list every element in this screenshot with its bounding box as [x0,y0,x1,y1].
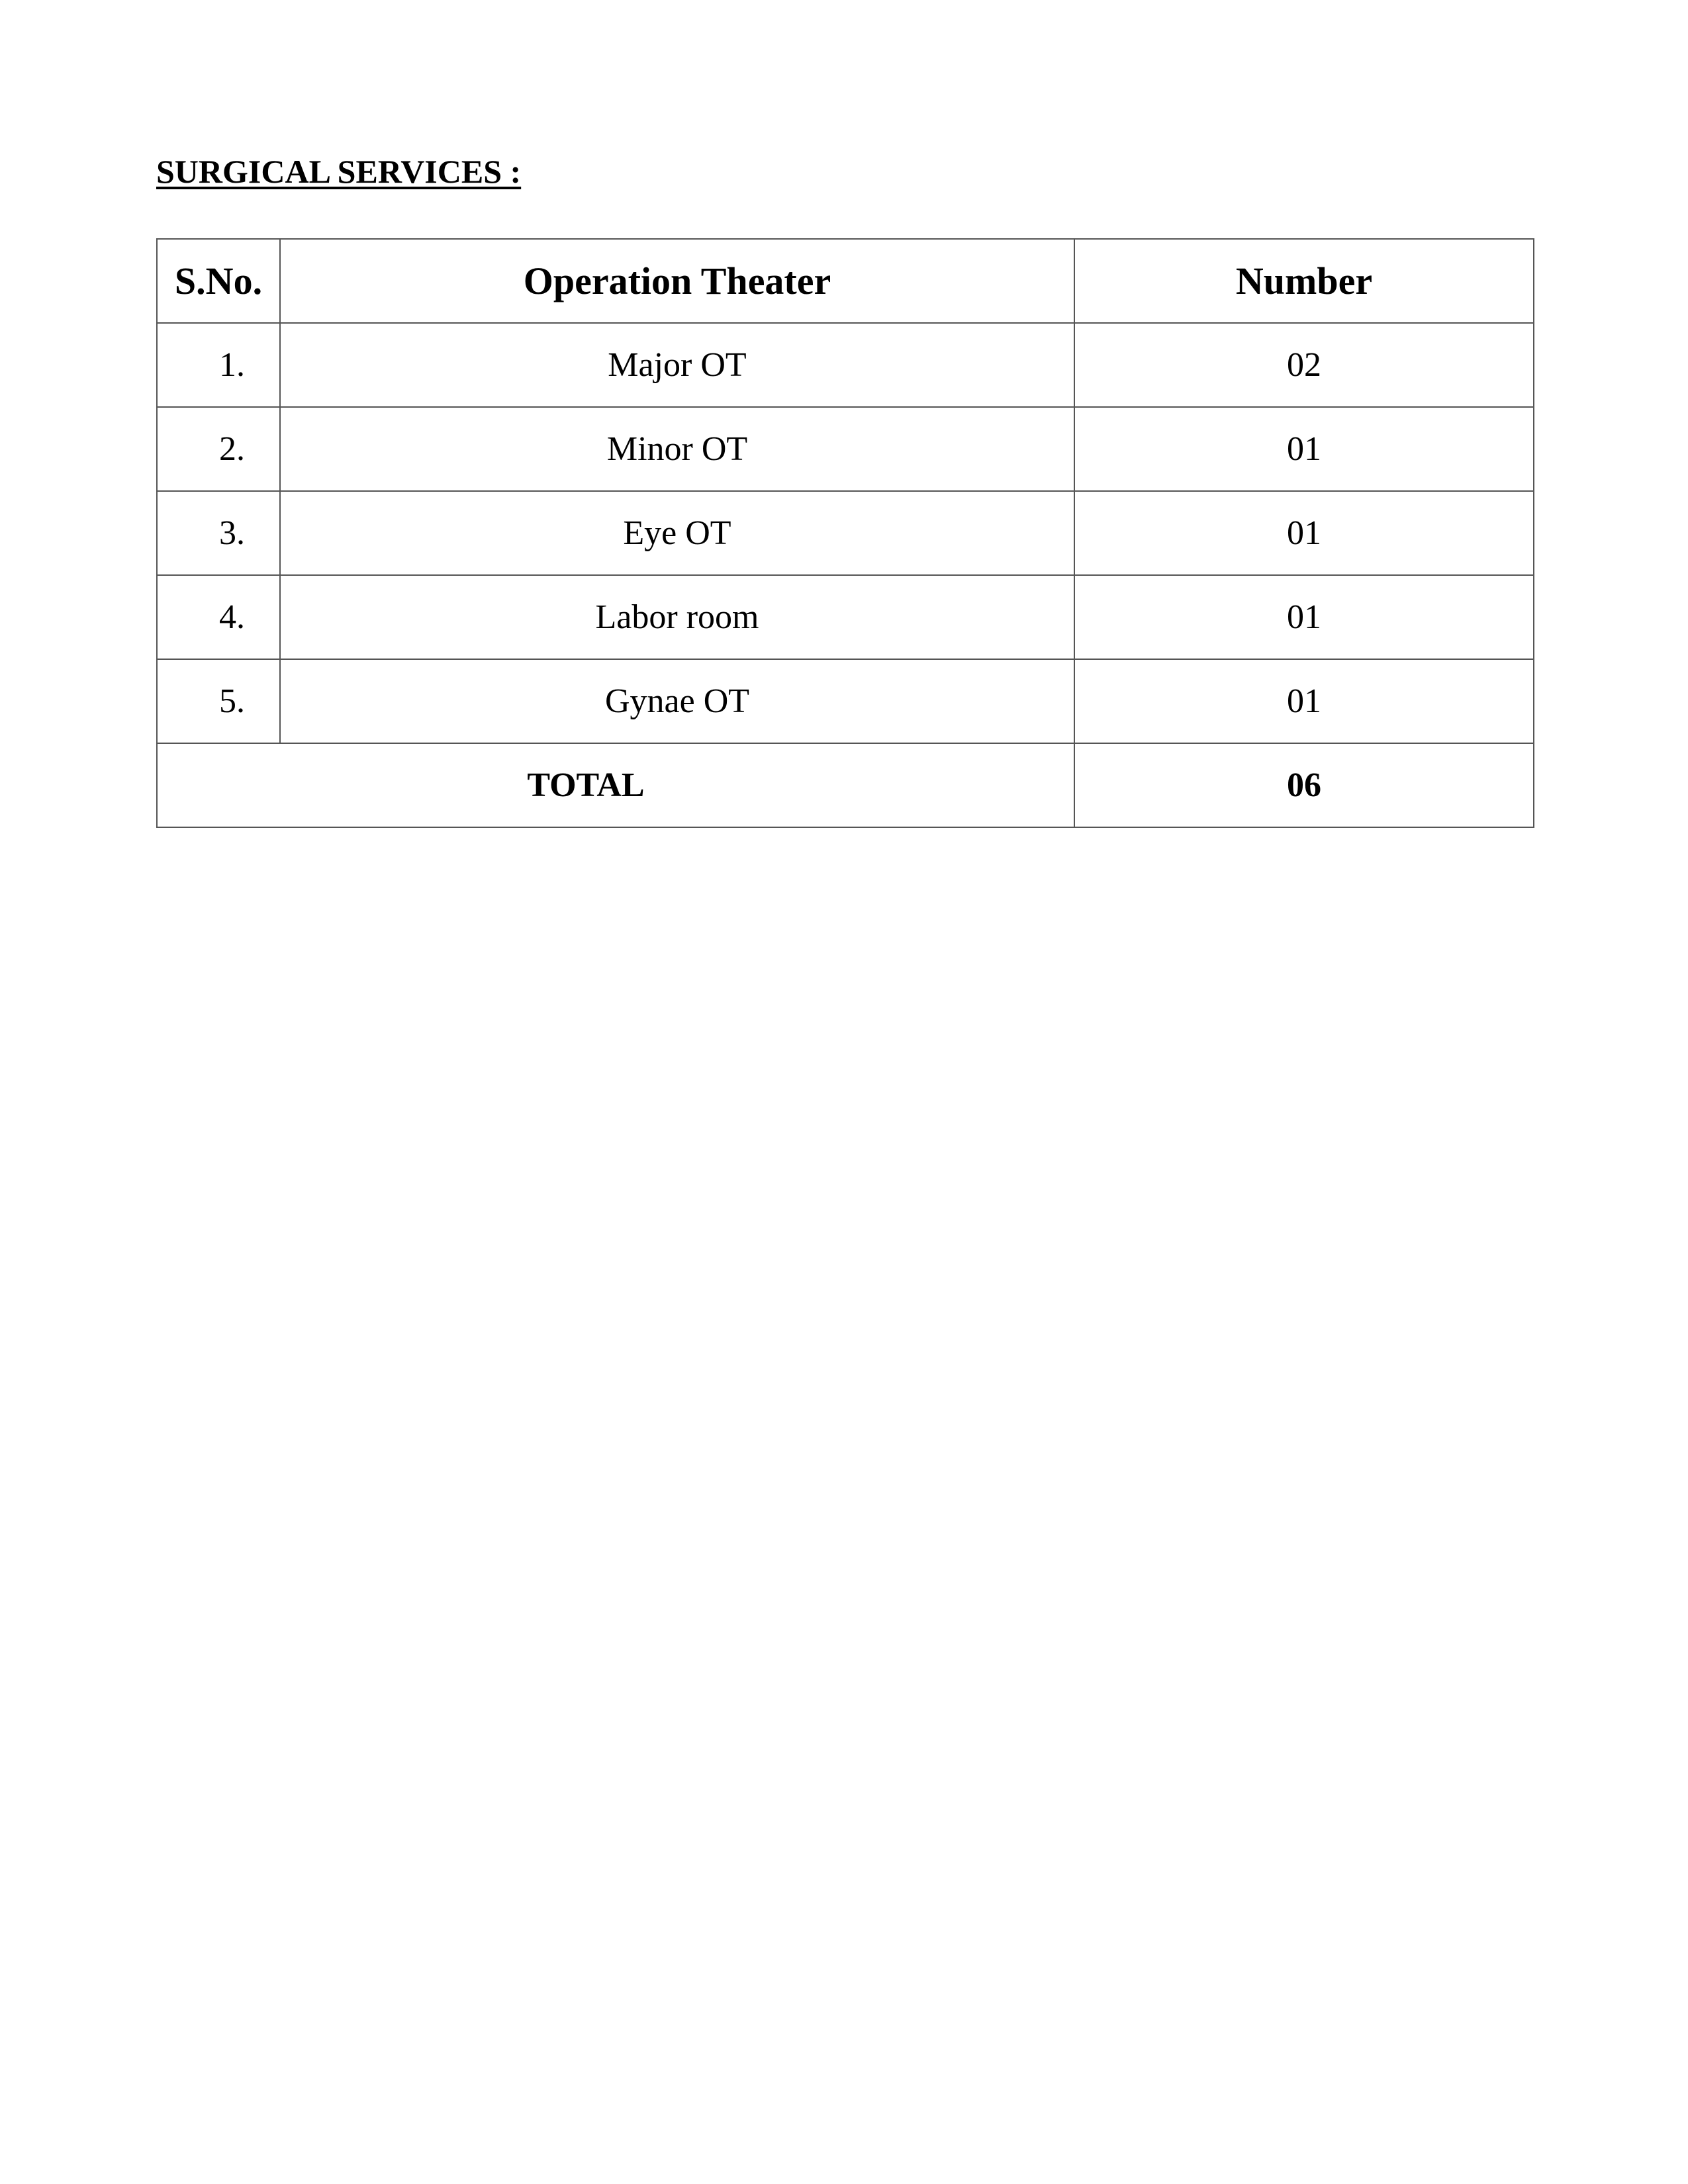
row-theater-name: Labor room [280,575,1074,659]
header-operation-theater: Operation Theater [280,239,1074,323]
total-label: TOTAL [157,743,1074,827]
row-sno: 2. [157,407,280,491]
operation-theater-table [156,238,1534,828]
table-header-row [157,239,1534,323]
header-sno: S.No. [157,239,280,323]
row-number: 01 [1074,407,1534,491]
header-number: Number [1074,239,1534,323]
row-sno: 3. [157,491,280,575]
table-row [157,659,1534,743]
row-number: 01 [1074,659,1534,743]
row-theater-name: Minor OT [280,407,1074,491]
row-sno: 4. [157,575,280,659]
total-value: 06 [1074,743,1534,827]
table-row [157,323,1534,407]
row-number: 01 [1074,575,1534,659]
row-sno: 5. [157,659,280,743]
row-number: 01 [1074,491,1534,575]
row-theater-name: Gynae OT [280,659,1074,743]
row-theater-name: Eye OT [280,491,1074,575]
row-sno: 1. [157,323,280,407]
total-row [157,743,1534,827]
row-theater-name: Major OT [280,323,1074,407]
page-heading: SURGICAL SERVICES : [156,153,522,190]
row-number: 02 [1074,323,1534,407]
table-row [157,491,1534,575]
table-row [157,575,1534,659]
table-row [157,407,1534,491]
